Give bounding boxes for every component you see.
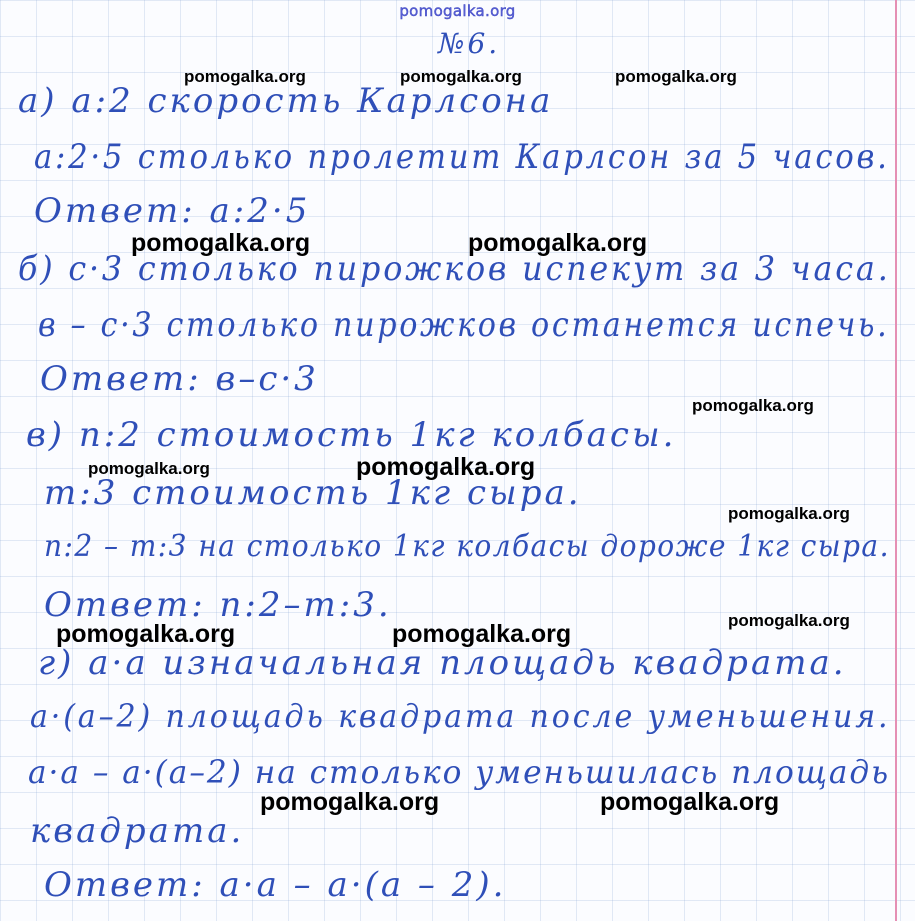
watermark: pomogalka.org — [400, 67, 522, 86]
line-c2: m:3 стоимость 1кг сыра. — [44, 473, 582, 513]
answer-d: Ответ: а·а – а·(а – 2). — [44, 865, 507, 905]
watermark: pomogalka.org — [56, 620, 236, 648]
answer-c: Ответ: n:2–m:3. — [44, 585, 392, 625]
line-a1: а) а:2 скорость Карлсона — [18, 81, 554, 121]
line-c1: в) n:2 стоимость 1кг колбасы. — [26, 415, 677, 455]
watermark: pomogalka.org — [356, 453, 536, 481]
watermark: pomogalka.org — [131, 229, 311, 257]
watermark: pomogalka.org — [728, 611, 850, 630]
watermark: pomogalka.org — [468, 229, 648, 257]
watermark: pomogalka.org — [600, 788, 780, 816]
answer-a: Ответ: а:2·5 — [34, 191, 311, 231]
header-watermark: pomogalka.org — [399, 2, 516, 20]
watermark: pomogalka.org — [260, 788, 440, 816]
answer-b: Ответ: в–с·3 — [40, 359, 319, 399]
line-b1: б) с·3 столько пирожков испекут за 3 часа. — [18, 249, 891, 289]
problem-number: №6. — [438, 27, 501, 60]
line-d4: квадрата. — [30, 811, 245, 851]
line-d3: а·а – а·(а–2) на столько уменьшилась площадь — [28, 753, 891, 791]
line-d1: г) а·а изначальная площадь квадрата. — [38, 643, 847, 683]
watermark: pomogalka.org — [88, 459, 210, 478]
watermark: pomogalka.org — [692, 396, 814, 415]
line-c3: n:2 – m:3 на столько 1кг колбасы дороже 1кг сыра. — [44, 529, 890, 564]
line-d2: а·(а–2) площадь квадрата после уменьшения. — [30, 697, 891, 735]
line-a2: а:2·5 столько пролетит Карлсон за 5 часов. — [34, 137, 890, 177]
watermark: pomogalka.org — [392, 620, 572, 648]
line-b2: в – с·3 столько пирожков останется испечь. — [38, 305, 890, 345]
watermark: pomogalka.org — [615, 67, 737, 86]
watermark: pomogalka.org — [728, 504, 850, 523]
notebook-margin-line — [895, 0, 897, 921]
watermark: pomogalka.org — [184, 67, 306, 86]
